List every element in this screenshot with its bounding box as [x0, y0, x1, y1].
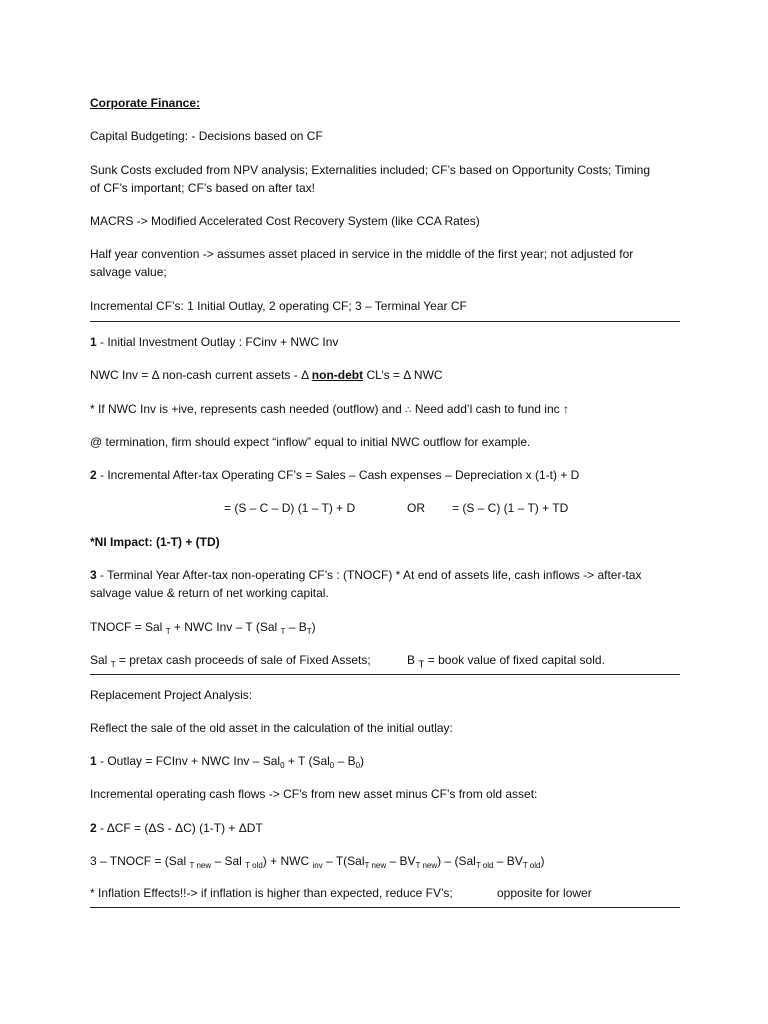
section-3-heading: [90, 567, 641, 583]
r1-sub-c: 0: [355, 761, 361, 770]
r1-a: - Outlay = FCInv + NWC Inv – Sal: [96, 754, 281, 768]
section-2-equation-1: = (S – C – D) (1 – T) + D: [224, 501, 356, 515]
divider-3: [90, 907, 680, 908]
tnocf-sub-3: T: [306, 627, 312, 636]
tnocf-sub-2: T: [280, 627, 286, 636]
r2-text: - ΔCF = (ΔS - ΔC) (1-T) + ΔDT: [96, 821, 263, 835]
tnocf-b: + NWC Inv – T (Sal: [170, 620, 281, 634]
r1-c: – B: [334, 754, 356, 768]
replacement-tnocf-formula: [90, 853, 544, 869]
section-2-heading: [90, 467, 579, 483]
macrs-line: MACRS -> Modified Accelerated Cost Recovery System (like CCA Rates): [90, 214, 480, 228]
r3-c: ) + NWC: [262, 854, 313, 868]
r1-b: + T (Sal: [284, 754, 330, 768]
therefore-symbol: ∴: [405, 405, 412, 416]
page-title: Corporate Finance:: [90, 96, 201, 110]
section-1-text: - Initial Investment Outlay : FCinv + NWC Inv: [96, 335, 339, 349]
salt-a: Sal: [90, 653, 111, 667]
tnocf-sub-1: T: [165, 627, 171, 636]
reflect-line: Reflect the sale of the old asset in the calculation of the initial outlay:: [90, 721, 453, 735]
r3-d: – T(Sal: [322, 854, 365, 868]
tnocf-c: – B: [285, 620, 307, 634]
tnocf-d: ): [311, 620, 316, 634]
sunk-costs-line-2: of CF’s important; CF’s based on after tax!: [90, 181, 315, 195]
r3-b: – Sal: [211, 854, 246, 868]
incremental-cf-line: Incremental CF’s: 1 Initial Outlay, 2 operating CF; 3 – Terminal Year CF: [90, 299, 467, 313]
section-3-number: 3: [90, 568, 97, 582]
delta-cf-formula: [90, 820, 263, 836]
replacement-heading: Replacement Project Analysis:: [90, 688, 253, 702]
salt-sub: T: [110, 660, 116, 669]
section-3-line-2: salvage value & return of net working capital.: [90, 586, 329, 600]
section-1-number: 1: [90, 335, 97, 349]
termination-line: @ termination, firm should expect “inflow” equal to initial NWC outflow for example.: [90, 435, 531, 449]
r1-number: 1: [90, 754, 97, 768]
r3-a: 3 – TNOCF = (Sal: [90, 854, 190, 868]
inflation-opposite: opposite for lower: [497, 886, 592, 900]
r3-h: ): [540, 854, 545, 868]
section-2-or: OR: [407, 501, 425, 515]
section-2-text: - Incremental After-tax Operating CF’s = Sales – Cash expenses – Depreciation x (1-t) + D: [96, 468, 580, 482]
section-3-text: - Terminal Year After-tax non-operating CF’s : (TNOCF) * At end of assets life, cash inflows -> after-tax: [96, 568, 642, 582]
bt-sub: T: [418, 659, 425, 671]
nwc-note-line: [90, 401, 569, 419]
r1-d: ): [360, 754, 365, 768]
replacement-outlay-formula: [90, 753, 364, 769]
r3-sub-4: T new: [364, 861, 387, 870]
nwc-text-c: CL’s = Δ NWC: [363, 368, 443, 382]
capital-budgeting-line: Capital Budgeting: - Decisions based on CF: [90, 129, 323, 143]
half-year-line-1: Half year convention -> assumes asset placed in service in the middle of the first year; not adjusted for: [90, 247, 634, 261]
inflation-line: * Inflation Effects!!-> if inflation is higher than expected, reduce FV’s;: [90, 886, 453, 900]
r3-sub-7: T old: [522, 861, 541, 870]
r3-sub-3: inv: [312, 861, 323, 870]
sunk-costs-line-1: Sunk Costs excluded from NPV analysis; Externalities included; CF’s based on Opportunity Costs; Timing: [90, 163, 651, 177]
divider-2: [90, 674, 680, 675]
nwc-inv-line: [90, 367, 443, 383]
r3-g: – BV: [493, 854, 523, 868]
nwc-note-a: * If NWC Inv is +ive, represents cash needed (outflow) and: [90, 402, 406, 416]
b-t-definition: [407, 652, 605, 673]
section-2-number: 2: [90, 468, 97, 482]
tnocf-formula: [90, 619, 316, 635]
tnocf-a: TNOCF = Sal: [90, 620, 166, 634]
divider-1: [90, 321, 680, 322]
nwc-note-b: Need add’l cash to fund inc ↑: [411, 402, 569, 416]
section-1-heading: [90, 334, 338, 350]
ni-impact-line: *NI Impact: (1-T) + (TD): [90, 535, 220, 549]
r3-f: ) – (Sal: [437, 854, 476, 868]
r2-number: 2: [90, 821, 97, 835]
r3-e: – BV: [386, 854, 416, 868]
nwc-non-debt: non-debt: [311, 368, 364, 382]
sal-t-definition: [90, 652, 371, 668]
bt-b: = book value of fixed capital sold.: [424, 653, 605, 667]
bt-a: B: [407, 653, 419, 667]
r3-sub-2: T old: [245, 861, 263, 870]
nwc-text-a: NWC Inv = Δ non-cash current assets - Δ: [90, 368, 312, 382]
half-year-line-2: salvage value;: [90, 265, 167, 279]
salt-b: = pretax cash proceeds of sale of Fixed Assets;: [115, 653, 371, 667]
section-2-equation-2: = (S – C) (1 – T) + TD: [452, 501, 569, 515]
r3-sub-1: T new: [189, 861, 212, 870]
incremental-operating-line: Incremental operating cash flows -> CF’s from new asset minus CF’s from old asset:: [90, 787, 538, 801]
r1-sub-a: 0: [280, 761, 285, 770]
r1-sub-b: 0: [329, 761, 335, 770]
r3-sub-5: T new: [415, 861, 438, 870]
r3-sub-6: T old: [475, 861, 494, 870]
